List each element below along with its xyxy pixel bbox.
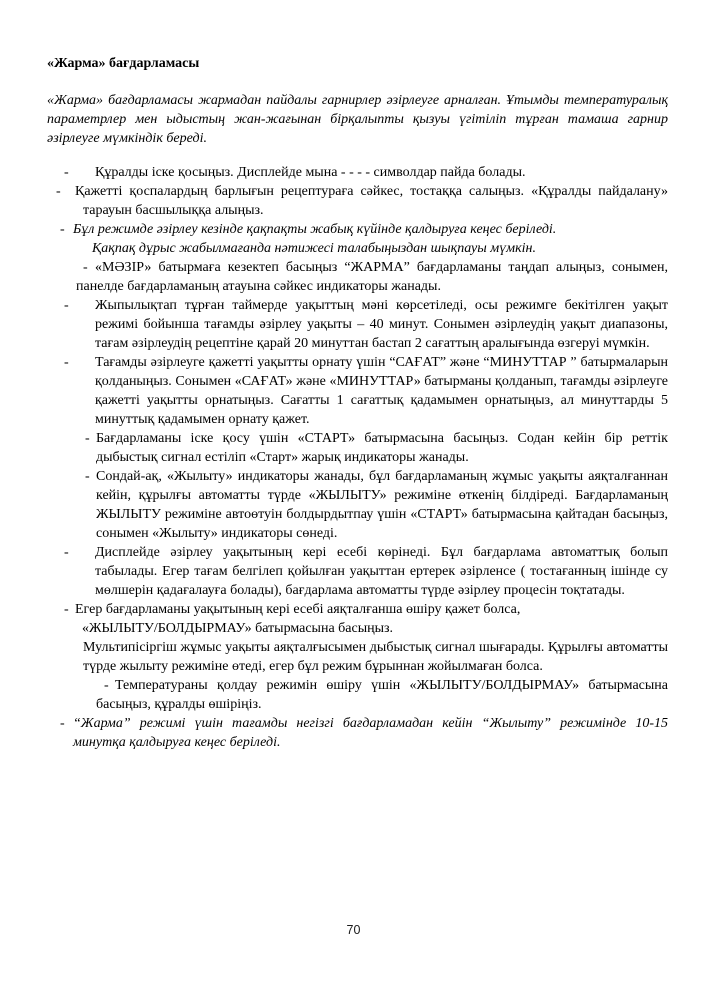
list-item	[47, 353, 668, 429]
list-item-text: Бағдарламаны іске қосу үшін «СТАРТ» батырмасына басыңыз. Содан кейін бір реттік дыбыстық сигнал естіліп «Старт» жарық индикаторы жанады.	[96, 431, 668, 465]
bullet-dash: -	[64, 165, 69, 180]
instruction-list	[47, 163, 668, 752]
list-item-text: Тағамды әзірлеуге қажетті уақытты орнату үшін “САҒАТ” және “МИНУТТАР ” батырмаларын қолданыңыз. Сонымен «САҒАТ» және «МИНУТТАР» батырманы қолданып, тағамды әзірлеуге қажетті уақытты орнатыңыз. Сағатты 1 сағаттық қадамымен орнатыңыз, ал минуттарды 5 минуттық қадамымен орнату қажет.	[95, 355, 668, 427]
list-item	[47, 429, 668, 467]
list-item-text: «МӘЗІР» батырмаға кезектеп басыңыз “ЖАРМА” бағдарламаны таңдап алыңыз, сонымен, панелде бағдарламаның атауына сәйкес индикаторы жанады.	[76, 260, 668, 294]
bullet-dash: -	[64, 602, 69, 617]
bullet-dash: -	[85, 469, 90, 484]
list-item-text: “Жарма” режимі үшін тағамды негізгі бағдарламадан кейін “Жылыту” режимінде 10-15 минутқа қалдыруға кеңес беріледі.	[73, 716, 668, 750]
list-item-text: Температураны қолдау режимін өшіру үшін «ЖЫЛЫТУ/БОЛДЫРМАУ» батырмасына басыңыз, құралды өшіріңіз.	[96, 678, 668, 712]
list-item	[47, 600, 668, 676]
list-item-text: Егер бағдарламаны уақытының кері есебі аяқталғанша өшіру қажет болса,	[75, 602, 521, 617]
list-item	[47, 296, 668, 353]
list-item-text: Жыпылықтап тұрған таймерде уақыттың мәні көрсетіледі, осы режимге бекітілген уақыт режимі бойынша тағамды әзірлеу уақыты – 40 минут. Сонымен әзірлеудің уақыт диапазоны, тағам әзірлеудің рецептіне қарай 20 минуттан бастап 2 сағаттың аралығында өзгеруі мүмкін.	[95, 298, 668, 351]
bullet-dash: -	[64, 298, 69, 313]
page-title: «Жарма» бағдарламасы	[47, 56, 200, 71]
list-item-text: Сондай-ақ, «Жылыту» индикаторы жанады, бұл бағдарламаның жұмыс уақыты аяқталғаннан кейін, құрылғы автоматты түрде «ЖЫЛЫТУ» режиміне өткенің білдіреді. Бағдарламаның ЖЫЛЫТУ режиміне автоөтуін болдырдытпау үшін «СТАРТ» батырмасына қайтадан басыңыз, сонымен «Жылыту» индикаторы сөнеді.	[96, 469, 668, 541]
list-item-text: «ЖЫЛЫТУ/БОЛДЫРМАУ» батырмасына басыңыз.	[82, 621, 394, 636]
list-item-text: Құралды іске қосыңыз. Дисплейде мына - - - - символдар пайда болады.	[95, 165, 526, 180]
list-item-text: Мультипісіргіш жұмыс уақыты аяқталғысымен дыбыстық сигнал шығарады. Құрылғы автоматты түрде жылыту режиміне өтеді, егер бұл режим бұрыннан жойылмаған болса.	[83, 640, 668, 674]
list-item	[47, 543, 668, 600]
list-item-text: Қажетті қоспалардың барлығын рецептураға сәйкес, тостаққа салыңыз. «Құралды пайдалану» тарауын басшылыққа алыңыз.	[75, 184, 668, 218]
bullet-dash: -	[60, 716, 65, 731]
bullet-dash: -	[64, 355, 69, 370]
list-item	[47, 467, 668, 543]
page-number: 70	[346, 923, 361, 937]
page-content	[47, 54, 668, 752]
list-item-text: Дисплейде әзірлеу уақытының кері есебі көрінеді. Бұл бағдарлама автоматтық болып табылады. Егер тағам белгілеп қойылған уақыттан ертерек әзірленсе ( тостағанның ішінде су мөлшерін қадағалауға болады), бағдарлама автоматты түрде әзірлеу процесін тоқтатады.	[95, 545, 668, 598]
list-item	[47, 714, 668, 752]
list-item	[47, 220, 668, 258]
list-item-text: Бұл режимде әзірлеу кезінде қақпақты жабық күйінде қалдыруға кеңес беріледі.	[73, 222, 557, 237]
bullet-dash: -	[83, 260, 88, 275]
bullet-dash: -	[104, 678, 109, 693]
list-item: - Қажетті қоспалардың барлығын рецептураға сәйкес, тостаққа салыңыз. «Құралды пайдалану» тарауын басшылыққа алыңыз.	[56, 184, 668, 218]
bullet-dash: -	[64, 545, 69, 560]
list-item	[47, 163, 668, 182]
list-item	[47, 676, 668, 714]
list-item	[47, 258, 668, 296]
intro-paragraph: «Жарма» бағдарламасы жармадан пайдалы гарнирлер әзірлеуге арналған. Ұтымды температуралық параметрлер мен ыдыстың жан-жағынан бірқалыпты қызуы үгітіліп тұрған тамаша гарнир әзірлеуге мүмкіндік береді.	[47, 93, 668, 146]
bullet-dash: -	[60, 222, 65, 237]
bullet-dash: -	[85, 431, 90, 446]
list-item-text: Қақпақ дұрыс жабылмағанда нәтижесі талабыңыздан шықпауы мүмкін.	[92, 241, 536, 256]
